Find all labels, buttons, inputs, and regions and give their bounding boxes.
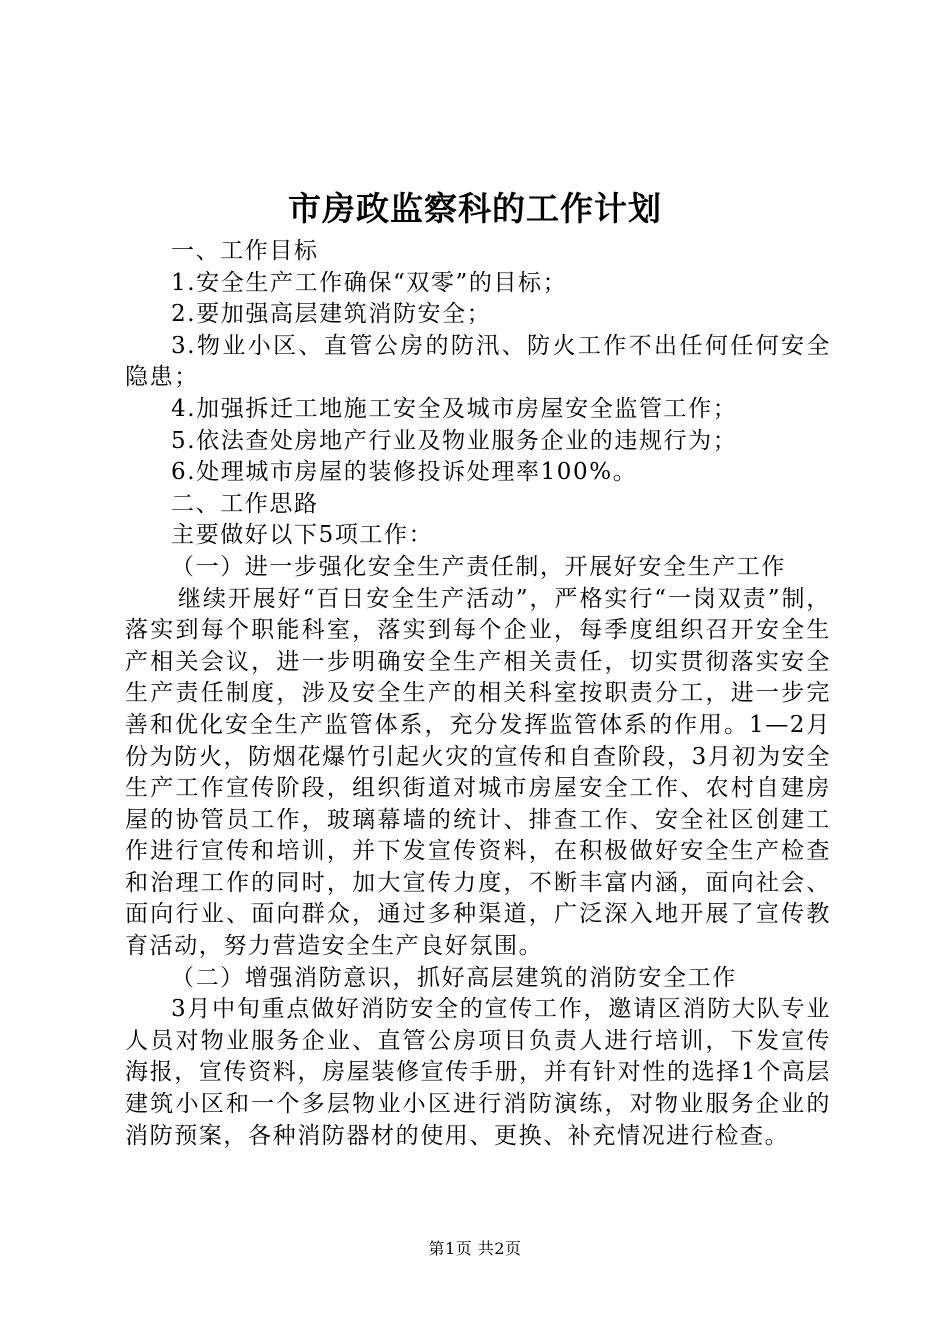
subsection-body-2: 3月中旬重点做好消防安全的宣传工作，邀请区消防大队专业人员对物业服务企业、直管公房项目负责人进行培训，下发宣传海报，宣传资料，房屋装修宣传手册，并有针对性的选择1个高层建筑小区和一个多层物业小区进行消防演练，对物业服务企业的消防预案，各种消防器材的使用、更换、补充情况进行检查。 [125,996,831,1149]
document-body [125,236,831,1152]
section-heading-goals: 一、工作目标 [171,238,319,264]
section-heading-approach: 二、工作思路 [171,490,319,517]
approach-intro: 主要做好以下5项工作： [171,522,434,549]
subsection-heading-2: （二）增强消防意识，抓好高层建筑的消防安全工作 [171,964,737,991]
subsection-heading-1: （一）进一步强化安全生产责任制，开展好安全生产工作 [171,553,786,580]
page-number-footer: 第1页 共2页 [428,1239,522,1258]
goal-item-2: 2.要加强高层建筑消防安全； [171,301,492,328]
goal-item-3: 3.物业小区、直管公房的防汛、防火工作不出任何任何安全隐患； [125,332,831,391]
subsection-body-1: 继续开展好“百日安全生产活动”，严格实行“一岗双责”制，落实到每个职能科室，落实到每个企业，每季度组织召开安全生产相关会议，进一步明确安全生产相关责任，切实贯彻落实安全生产责任制度，涉及安全生产的相关科室按职责分工，进一步完善和优化安全生产监管体系，充分发挥监管体系的作用。1—2月份为防火，防烟花爆竹引起火灾的宣传和自查阶段，3月初为安全生产工作宣传阶段，组织街道对城市房屋安全工作、农村自建房屋的协管员工作，玻璃幕墙的统计、排查工作、安全社区创建工作进行宣传和培训，并下发宣传资料，在积极做好安全生产检查和治理工作的同时，加大宣传力度，不断丰富内涵，面向社会、面向行业、面向群众，通过多种渠道，广泛深入地开展了宣传教育活动，努力营造安全生产良好氛围。 [125,585,831,960]
goal-item-1: 1.安全生产工作确保“双零”的目标； [171,269,568,296]
goal-item-5: 5.依法查处房地产行业及物业服务企业的违规行为； [171,427,738,454]
document-title: 市房政监察科的工作计划 [288,189,662,228]
goal-item-6: 6.处理城市房屋的装修投诉处理率100%。 [171,459,638,486]
goal-item-4: 4.加强拆迁工地施工安全及城市房屋安全监管工作； [171,395,738,422]
